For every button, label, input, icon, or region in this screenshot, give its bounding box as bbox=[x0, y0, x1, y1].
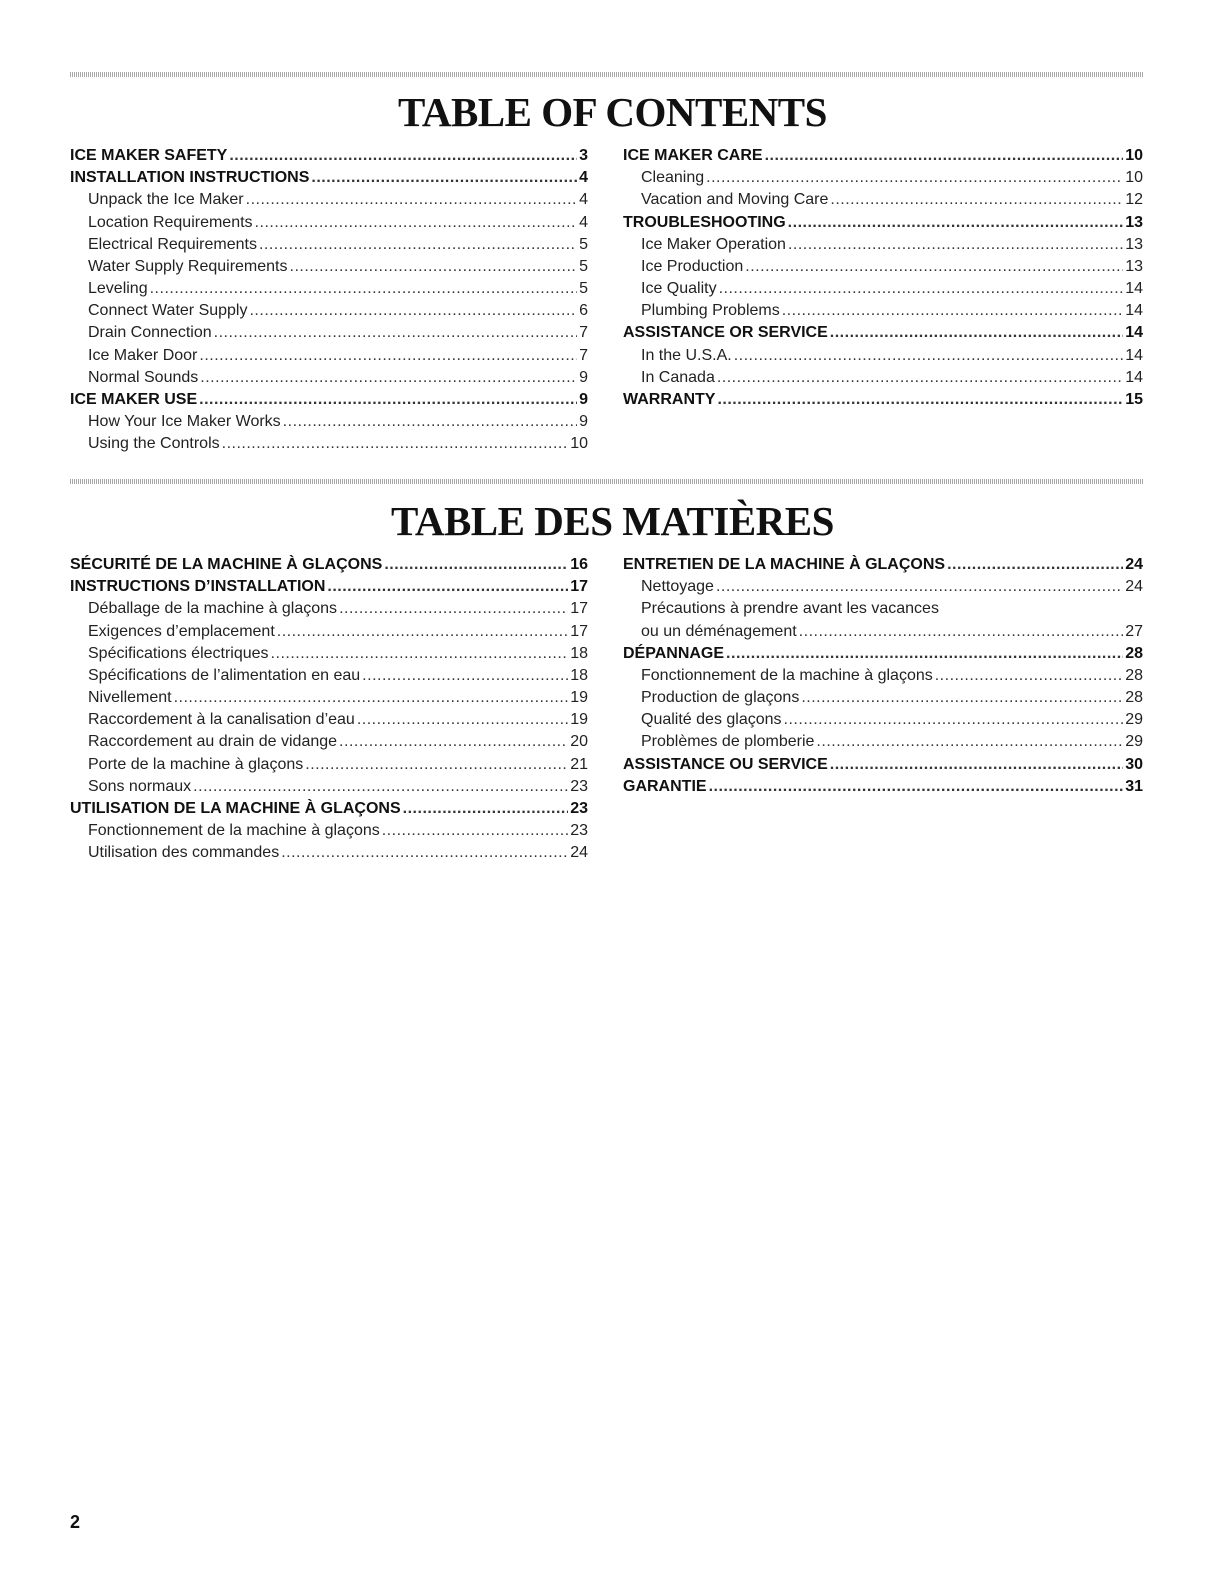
dot-leader bbox=[249, 300, 577, 322]
toc-entry-page: 4 bbox=[579, 213, 588, 231]
toc-section-entry[interactable] bbox=[623, 389, 1143, 411]
top-divider-en bbox=[70, 72, 1143, 77]
toc-fr-left-column bbox=[70, 554, 588, 865]
toc-subsection-entry[interactable] bbox=[70, 643, 588, 665]
toc-subsection-entry[interactable] bbox=[70, 256, 588, 278]
toc-entry-page: 4 bbox=[579, 191, 588, 209]
toc-subsection-entry[interactable] bbox=[623, 598, 1143, 620]
toc-en-right-column bbox=[623, 145, 1143, 411]
toc-section-entry[interactable] bbox=[70, 145, 588, 167]
toc-entry-page: 20 bbox=[570, 733, 588, 751]
toc-entry-page: 5 bbox=[579, 257, 588, 275]
dot-leader bbox=[200, 367, 577, 389]
toc-subsection-entry[interactable] bbox=[623, 189, 1143, 211]
toc-subsection-entry[interactable] bbox=[623, 234, 1143, 256]
toc-entry-page: 12 bbox=[1125, 191, 1143, 209]
dot-leader bbox=[339, 598, 568, 620]
toc-entry-label: Normal Sounds bbox=[88, 368, 199, 386]
toc-subsection-entry[interactable] bbox=[623, 367, 1143, 389]
toc-entry-page: 7 bbox=[579, 324, 588, 342]
toc-section-entry[interactable] bbox=[623, 212, 1143, 234]
dot-leader bbox=[726, 643, 1123, 665]
dot-leader bbox=[327, 576, 568, 598]
toc-subsection-entry[interactable] bbox=[623, 300, 1143, 322]
toc-entry-page: 29 bbox=[1125, 733, 1143, 751]
toc-entry-page: 18 bbox=[570, 666, 588, 684]
toc-subsection-entry[interactable] bbox=[70, 189, 588, 211]
dot-leader bbox=[193, 776, 568, 798]
toc-entry-label: Unpack the Ice Maker bbox=[88, 191, 244, 209]
toc-entry-label: Utilisation des commandes bbox=[88, 844, 280, 862]
toc-subsection-entry[interactable] bbox=[70, 754, 588, 776]
toc-subsection-entry[interactable] bbox=[70, 709, 588, 731]
dot-leader bbox=[255, 212, 578, 234]
toc-subsection-entry[interactable] bbox=[623, 256, 1143, 278]
toc-entry-label: ICE MAKER SAFETY bbox=[70, 146, 228, 164]
dot-leader bbox=[716, 576, 1123, 598]
toc-entry-page: 16 bbox=[570, 555, 588, 573]
toc-entry-label: Exigences d’emplacement bbox=[88, 622, 275, 640]
toc-subsection-entry[interactable] bbox=[623, 278, 1143, 300]
dot-leader bbox=[277, 621, 568, 643]
toc-subsection-entry[interactable] bbox=[623, 687, 1143, 709]
toc-entry-label: Ice Maker Door bbox=[88, 346, 198, 364]
toc-entry-page: 23 bbox=[570, 777, 588, 795]
dot-leader bbox=[782, 300, 1123, 322]
toc-entry-page: 29 bbox=[1125, 711, 1143, 729]
toc-entry-page: 19 bbox=[570, 689, 588, 707]
dot-leader bbox=[935, 665, 1123, 687]
toc-subsection-entry[interactable] bbox=[70, 411, 588, 433]
dot-leader bbox=[745, 256, 1123, 278]
dot-leader bbox=[799, 621, 1124, 643]
toc-subsection-entry[interactable] bbox=[70, 687, 588, 709]
toc-entry-page: 18 bbox=[570, 644, 588, 662]
toc-entry-label: INSTRUCTIONS D’INSTALLATION bbox=[70, 578, 326, 596]
dot-leader bbox=[784, 709, 1124, 731]
toc-subsection-entry[interactable] bbox=[70, 212, 588, 234]
toc-subsection-entry[interactable] bbox=[70, 820, 588, 842]
dot-leader bbox=[788, 212, 1124, 234]
toc-entry-page: 10 bbox=[1125, 146, 1143, 164]
dot-leader bbox=[305, 754, 568, 776]
toc-entry-label: DÉPANNAGE bbox=[623, 644, 725, 662]
dot-leader bbox=[765, 145, 1124, 167]
toc-section-entry[interactable] bbox=[70, 167, 588, 189]
toc-entry-label: ICE MAKER CARE bbox=[623, 146, 763, 164]
toc-entry-label: Leveling bbox=[88, 280, 148, 298]
toc-subsection-entry[interactable] bbox=[70, 842, 588, 864]
toc-entry-page: 7 bbox=[579, 346, 588, 364]
top-divider-fr bbox=[70, 479, 1143, 484]
toc-entry-page: 3 bbox=[579, 146, 588, 164]
toc-entry-page: 28 bbox=[1125, 644, 1143, 662]
dot-leader bbox=[384, 554, 568, 576]
dot-leader bbox=[801, 687, 1123, 709]
toc-section-entry[interactable] bbox=[70, 389, 588, 411]
toc-entry-label: Ice Quality bbox=[641, 280, 717, 298]
toc-entry-page: 9 bbox=[579, 391, 588, 409]
dot-leader bbox=[706, 167, 1123, 189]
toc-entry-page: 24 bbox=[1125, 578, 1143, 596]
toc-subsection-entry[interactable] bbox=[623, 167, 1143, 189]
toc-section-entry[interactable] bbox=[623, 776, 1143, 798]
toc-entry-page: 17 bbox=[570, 578, 588, 596]
toc-entry-page: 13 bbox=[1125, 213, 1143, 231]
toc-entry-label: Water Supply Requirements bbox=[88, 257, 288, 275]
dot-leader bbox=[271, 643, 569, 665]
toc-subsection-entry[interactable] bbox=[623, 345, 1143, 367]
toc-subsection-entry[interactable] bbox=[70, 367, 588, 389]
toc-entry-page: 5 bbox=[579, 280, 588, 298]
toc-entry-label: Location Requirements bbox=[88, 213, 253, 231]
toc-fr-right-column bbox=[623, 554, 1143, 798]
toc-section-entry[interactable] bbox=[623, 754, 1143, 776]
toc-entry-label: Electrical Requirements bbox=[88, 235, 257, 253]
toc-entry-label: Problèmes de plomberie bbox=[641, 733, 815, 751]
toc-entry-label: Raccordement à la canalisation d’eau bbox=[88, 711, 355, 729]
dot-leader bbox=[709, 776, 1124, 798]
toc-entry-label: Ice Production bbox=[641, 257, 744, 275]
toc-entry-page: 24 bbox=[570, 844, 588, 862]
toc-entry-label: Plumbing Problems bbox=[641, 302, 780, 320]
toc-entry-page: 30 bbox=[1125, 755, 1143, 773]
toc-entry-label: INSTALLATION INSTRUCTIONS bbox=[70, 169, 310, 187]
toc-section-entry[interactable] bbox=[623, 145, 1143, 167]
toc-subsection-entry[interactable] bbox=[70, 278, 588, 300]
toc-entry-page: 19 bbox=[570, 711, 588, 729]
toc-entry-label: Nivellement bbox=[88, 689, 172, 707]
dot-leader bbox=[246, 189, 577, 211]
toc-entry-label: GARANTIE bbox=[623, 777, 707, 795]
dot-leader bbox=[199, 389, 577, 411]
toc-entry-page: 6 bbox=[579, 302, 588, 320]
dot-leader bbox=[339, 731, 568, 753]
toc-subsection-entry[interactable] bbox=[70, 345, 588, 367]
dot-leader bbox=[214, 322, 577, 344]
toc-entry-page: 14 bbox=[1125, 324, 1143, 342]
toc-subsection-entry[interactable] bbox=[623, 665, 1143, 687]
toc-entry-page: 23 bbox=[570, 800, 588, 818]
dot-leader bbox=[734, 345, 1123, 367]
toc-entry-page: 10 bbox=[1125, 169, 1143, 187]
dot-leader bbox=[719, 278, 1124, 300]
toc-entry-label: SÉCURITÉ DE LA MACHINE À GLAÇONS bbox=[70, 555, 383, 573]
toc-entry-label: Qualité des glaçons bbox=[641, 711, 782, 729]
toc-entry-page: 15 bbox=[1125, 391, 1143, 409]
toc-title-fr: TABLE DES MATIÈRES bbox=[391, 498, 834, 544]
toc-entry-label: Fonctionnement de la machine à glaçons bbox=[88, 822, 380, 840]
dot-leader bbox=[222, 433, 569, 455]
dot-leader bbox=[382, 820, 568, 842]
toc-subsection-entry[interactable] bbox=[70, 234, 588, 256]
toc-entry-label: Spécifications électriques bbox=[88, 644, 269, 662]
toc-entry-page: 28 bbox=[1125, 689, 1143, 707]
toc-subsection-entry[interactable] bbox=[623, 576, 1143, 598]
toc-entry-label: Ice Maker Operation bbox=[641, 235, 786, 253]
toc-entry-page: 31 bbox=[1125, 777, 1143, 795]
dot-leader bbox=[830, 189, 1123, 211]
toc-entry-page: 9 bbox=[579, 413, 588, 431]
toc-section-entry[interactable] bbox=[623, 554, 1143, 576]
toc-entry-page: 13 bbox=[1125, 235, 1143, 253]
toc-entry-label: Connect Water Supply bbox=[88, 302, 248, 320]
toc-entry-label: ASSISTANCE OU SERVICE bbox=[623, 755, 828, 773]
toc-subsection-entry[interactable] bbox=[623, 709, 1143, 731]
toc-entry-label: ENTRETIEN DE LA MACHINE À GLAÇONS bbox=[623, 555, 946, 573]
toc-entry-label: Porte de la machine à glaçons bbox=[88, 755, 304, 773]
toc-entry-page: 24 bbox=[1125, 555, 1143, 573]
dot-leader bbox=[362, 665, 568, 687]
toc-entry-label: Sons normaux bbox=[88, 777, 192, 795]
toc-entry-label: In Canada bbox=[641, 368, 715, 386]
toc-section-entry[interactable] bbox=[623, 643, 1143, 665]
toc-subsection-entry[interactable] bbox=[70, 776, 588, 798]
dot-leader bbox=[717, 367, 1123, 389]
toc-entry-page: 5 bbox=[579, 235, 588, 253]
toc-en-left-column bbox=[70, 145, 588, 456]
toc-entry-label: TROUBLESHOOTING bbox=[623, 213, 786, 231]
toc-entry-label: Production de glaçons bbox=[641, 689, 800, 707]
toc-entry-label: ou un déménagement bbox=[641, 622, 797, 640]
dot-leader bbox=[403, 798, 569, 820]
dot-leader bbox=[816, 731, 1123, 753]
dot-leader bbox=[281, 842, 568, 864]
toc-entry-label: WARRANTY bbox=[623, 391, 716, 409]
dot-leader bbox=[717, 389, 1123, 411]
dot-leader bbox=[283, 411, 577, 433]
dot-leader bbox=[259, 234, 577, 256]
dot-leader bbox=[788, 234, 1123, 256]
toc-entry-label: In the U.S.A. bbox=[641, 346, 732, 364]
toc-section-entry[interactable] bbox=[70, 798, 588, 820]
toc-subsection-entry[interactable] bbox=[623, 732, 1143, 754]
toc-subsection-entry[interactable] bbox=[70, 598, 588, 620]
dot-leader bbox=[150, 278, 577, 300]
toc-entry-label: Raccordement au drain de vidange bbox=[88, 733, 338, 751]
toc-entry-page: 14 bbox=[1125, 280, 1143, 298]
toc-entry-label: Drain Connection bbox=[88, 324, 212, 342]
toc-entry-label: Using the Controls bbox=[88, 435, 220, 453]
dot-leader bbox=[311, 167, 577, 189]
toc-subsection-entry[interactable] bbox=[70, 433, 588, 455]
toc-entry-page: 14 bbox=[1125, 302, 1143, 320]
toc-entry-label: UTILISATION DE LA MACHINE À GLAÇONS bbox=[70, 800, 401, 818]
toc-entry-label: ASSISTANCE OR SERVICE bbox=[623, 324, 828, 342]
toc-entry-page: 10 bbox=[570, 435, 588, 453]
toc-entry-page: 21 bbox=[570, 755, 588, 773]
toc-subsection-entry[interactable] bbox=[623, 621, 1143, 643]
toc-entry-page: 17 bbox=[570, 622, 588, 640]
dot-leader bbox=[357, 709, 568, 731]
toc-entry-label: Précautions à prendre avant les vacances bbox=[641, 600, 939, 618]
toc-subsection-entry[interactable] bbox=[70, 323, 588, 345]
toc-entry-label: Fonctionnement de la machine à glaçons bbox=[641, 666, 933, 684]
dot-leader bbox=[229, 145, 577, 167]
toc-subsection-entry[interactable] bbox=[70, 665, 588, 687]
toc-entry-page: 28 bbox=[1125, 666, 1143, 684]
toc-entry-label: ICE MAKER USE bbox=[70, 391, 198, 409]
dot-leader bbox=[830, 754, 1123, 776]
toc-title-en: TABLE OF CONTENTS bbox=[398, 89, 827, 135]
toc-entry-label: Spécifications de l’alimentation en eau bbox=[88, 666, 361, 684]
toc-entry-label: Vacation and Moving Care bbox=[641, 191, 829, 209]
dot-leader bbox=[947, 554, 1123, 576]
toc-entry-label: Nettoyage bbox=[641, 578, 714, 596]
toc-entry-page: 27 bbox=[1125, 622, 1143, 640]
toc-entry-page: 14 bbox=[1125, 368, 1143, 386]
toc-entry-page: 23 bbox=[570, 822, 588, 840]
toc-section-entry[interactable] bbox=[70, 554, 588, 576]
toc-entry-label: Cleaning bbox=[641, 169, 705, 187]
toc-entry-page: 4 bbox=[579, 169, 588, 187]
toc-entry-page: 9 bbox=[579, 368, 588, 386]
dot-leader bbox=[290, 256, 578, 278]
toc-entry-page: 14 bbox=[1125, 346, 1143, 364]
toc-entry-page: 13 bbox=[1125, 257, 1143, 275]
toc-subsection-entry[interactable] bbox=[70, 621, 588, 643]
toc-subsection-entry[interactable] bbox=[70, 300, 588, 322]
toc-entry-page: 17 bbox=[570, 600, 588, 618]
toc-entry-label: How Your Ice Maker Works bbox=[88, 413, 281, 431]
page-number: 2 bbox=[70, 1512, 81, 1532]
dot-leader bbox=[199, 345, 577, 367]
dot-leader bbox=[174, 687, 569, 709]
toc-section-entry[interactable] bbox=[70, 576, 588, 598]
toc-entry-label: Déballage de la machine à glaçons bbox=[88, 600, 338, 618]
toc-section-entry[interactable] bbox=[623, 323, 1143, 345]
toc-subsection-entry[interactable] bbox=[70, 732, 588, 754]
dot-leader bbox=[830, 322, 1123, 344]
